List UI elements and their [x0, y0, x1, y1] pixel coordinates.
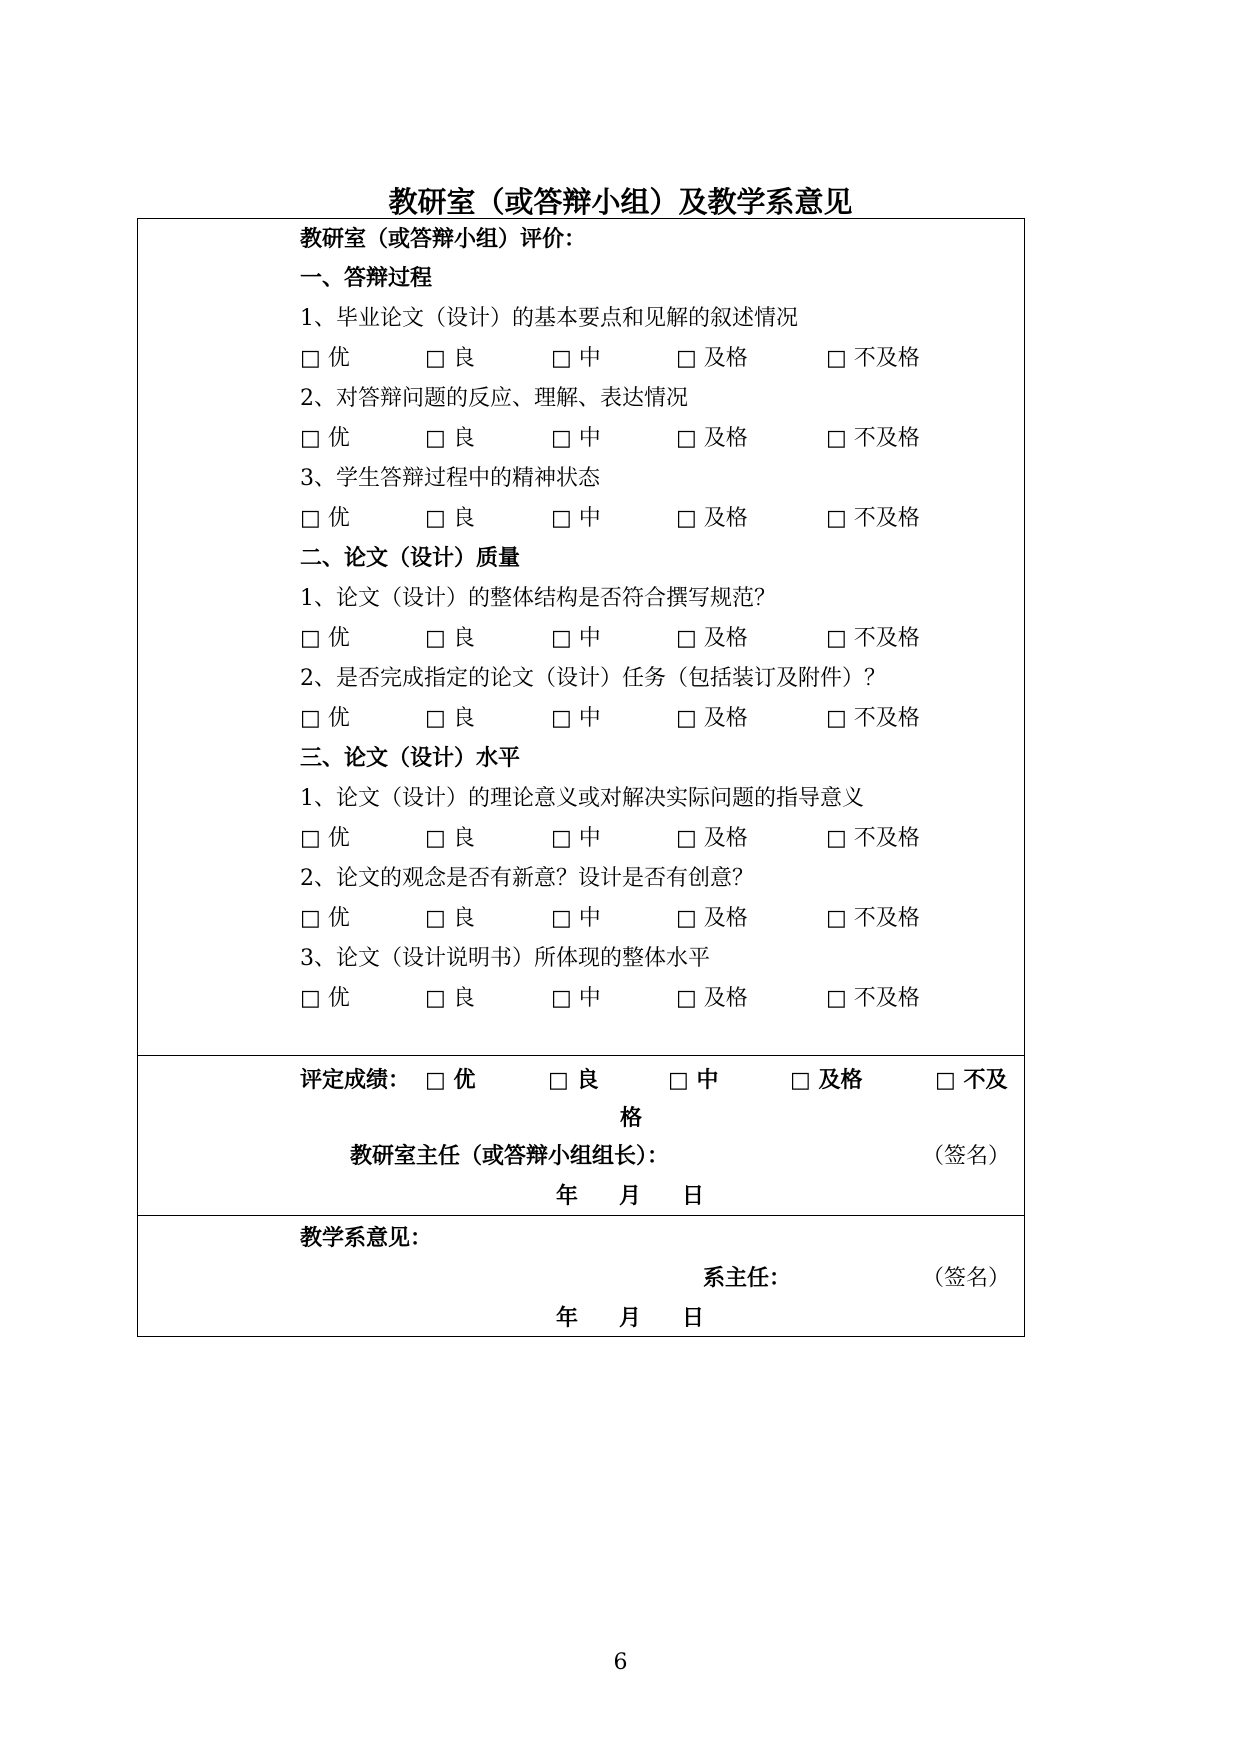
department-section — [137, 1215, 1025, 1337]
page-title: 教研室（或答辩小组）及教学系意见 — [388, 185, 853, 219]
grade-option[interactable]: □ 及格 — [676, 426, 748, 451]
grade-option[interactable]: □ 良 — [425, 426, 475, 451]
date-month: 月 — [619, 1306, 642, 1331]
grade-option[interactable]: □ 优 — [300, 346, 350, 371]
grade-option[interactable]: □ 良 — [425, 506, 475, 531]
question: 1、毕业论文（设计）的基本要点和见解的叙述情况 — [300, 306, 798, 331]
grade-option[interactable]: □ 中 — [551, 346, 601, 371]
grade-option[interactable]: □ 及格 — [676, 706, 748, 731]
question: 1、论文（设计）的整体结构是否符合撰写规范？ — [300, 586, 776, 611]
grade-option[interactable]: □ 良 — [425, 986, 475, 1011]
section-heading: 二、论文（设计）质量 — [300, 546, 521, 571]
grade-option[interactable]: □ 良 — [425, 906, 475, 931]
grade-option[interactable]: □ 优 — [300, 426, 350, 451]
grade-option[interactable]: □ 及格 — [676, 906, 748, 931]
grade-option[interactable]: □ 良 — [548, 1068, 599, 1093]
grade-option[interactable]: □ 不及 — [935, 1068, 1008, 1093]
head-label: 教研室主任（或答辩小组组长）： — [350, 1144, 670, 1169]
grade-option[interactable]: □ 及格 — [676, 346, 748, 371]
department-label: 教学系意见： — [300, 1226, 433, 1251]
grade-option[interactable]: □ 良 — [425, 626, 475, 651]
grade-option[interactable]: □ 良 — [425, 706, 475, 731]
question: 2、对答辩问题的反应、理解、表达情况 — [300, 386, 688, 411]
section-heading: 一、答辩过程 — [300, 266, 433, 291]
grade-option[interactable]: □ 中 — [668, 1068, 719, 1093]
grade-option[interactable]: □ 及格 — [676, 826, 748, 851]
grade-option[interactable]: □ 优 — [300, 906, 350, 931]
question: 3、论文（设计说明书）所体现的整体水平 — [300, 946, 710, 971]
grade-option[interactable]: □ 不及格 — [826, 706, 920, 731]
section-heading: 三、论文（设计）水平 — [300, 746, 521, 771]
question: 1、论文（设计）的理论意义或对解决实际问题的指导意义 — [300, 786, 864, 811]
question: 3、学生答辩过程中的精神状态 — [300, 466, 600, 491]
grade-option[interactable]: □ 中 — [551, 506, 601, 531]
grade-option[interactable]: □ 及格 — [676, 626, 748, 651]
grade-option[interactable]: □ 优 — [300, 626, 350, 651]
grade-option[interactable]: □ 不及格 — [826, 906, 920, 931]
grade-option-wrap: 格 — [620, 1106, 643, 1131]
grade-option[interactable]: □ 中 — [551, 986, 601, 1011]
grade-option[interactable]: □ 中 — [551, 826, 601, 851]
question: 2、论文的观念是否有新意？设计是否有创意？ — [300, 866, 754, 891]
grade-option[interactable]: □ 不及格 — [826, 626, 920, 651]
department-head-label: 系主任： — [703, 1266, 792, 1291]
date-day: 日 — [682, 1306, 705, 1331]
grade-option[interactable]: □ 优 — [425, 1068, 476, 1093]
question: 2、是否完成指定的论文（设计）任务（包括装订及附件）？ — [300, 666, 886, 691]
grade-option[interactable]: □ 不及格 — [826, 986, 920, 1011]
grade-label: 评定成绩： — [300, 1068, 411, 1093]
grade-option[interactable]: □ 不及格 — [826, 826, 920, 851]
page-number: 6 — [613, 1650, 628, 1675]
date-year: 年 — [556, 1306, 579, 1331]
grade-option[interactable]: □ 中 — [551, 426, 601, 451]
date-year: 年 — [556, 1184, 579, 1209]
grade-option[interactable]: □ 中 — [551, 906, 601, 931]
grade-option[interactable]: □ 优 — [300, 506, 350, 531]
signature-placeholder: （签名） — [922, 1144, 1011, 1169]
grade-option[interactable]: □ 良 — [425, 346, 475, 371]
grade-option[interactable]: □ 良 — [425, 826, 475, 851]
date-month: 月 — [619, 1184, 642, 1209]
grade-option[interactable]: □ 不及格 — [826, 506, 920, 531]
grade-option[interactable]: □ 优 — [300, 706, 350, 731]
grade-option[interactable]: □ 优 — [300, 986, 350, 1011]
grade-option[interactable]: □ 不及格 — [826, 426, 920, 451]
grade-option[interactable]: □ 优 — [300, 826, 350, 851]
grade-option[interactable]: □ 中 — [551, 706, 601, 731]
date-day: 日 — [682, 1184, 705, 1209]
grade-option[interactable]: □ 及格 — [676, 506, 748, 531]
evaluation-heading: 教研室（或答辩小组）评价： — [300, 227, 587, 252]
grade-option[interactable]: □ 不及格 — [826, 346, 920, 371]
signature-placeholder: （签名） — [922, 1266, 1011, 1291]
grade-option[interactable]: □ 中 — [551, 626, 601, 651]
grade-option[interactable]: □ 及格 — [790, 1068, 863, 1093]
grade-option[interactable]: □ 及格 — [676, 986, 748, 1011]
